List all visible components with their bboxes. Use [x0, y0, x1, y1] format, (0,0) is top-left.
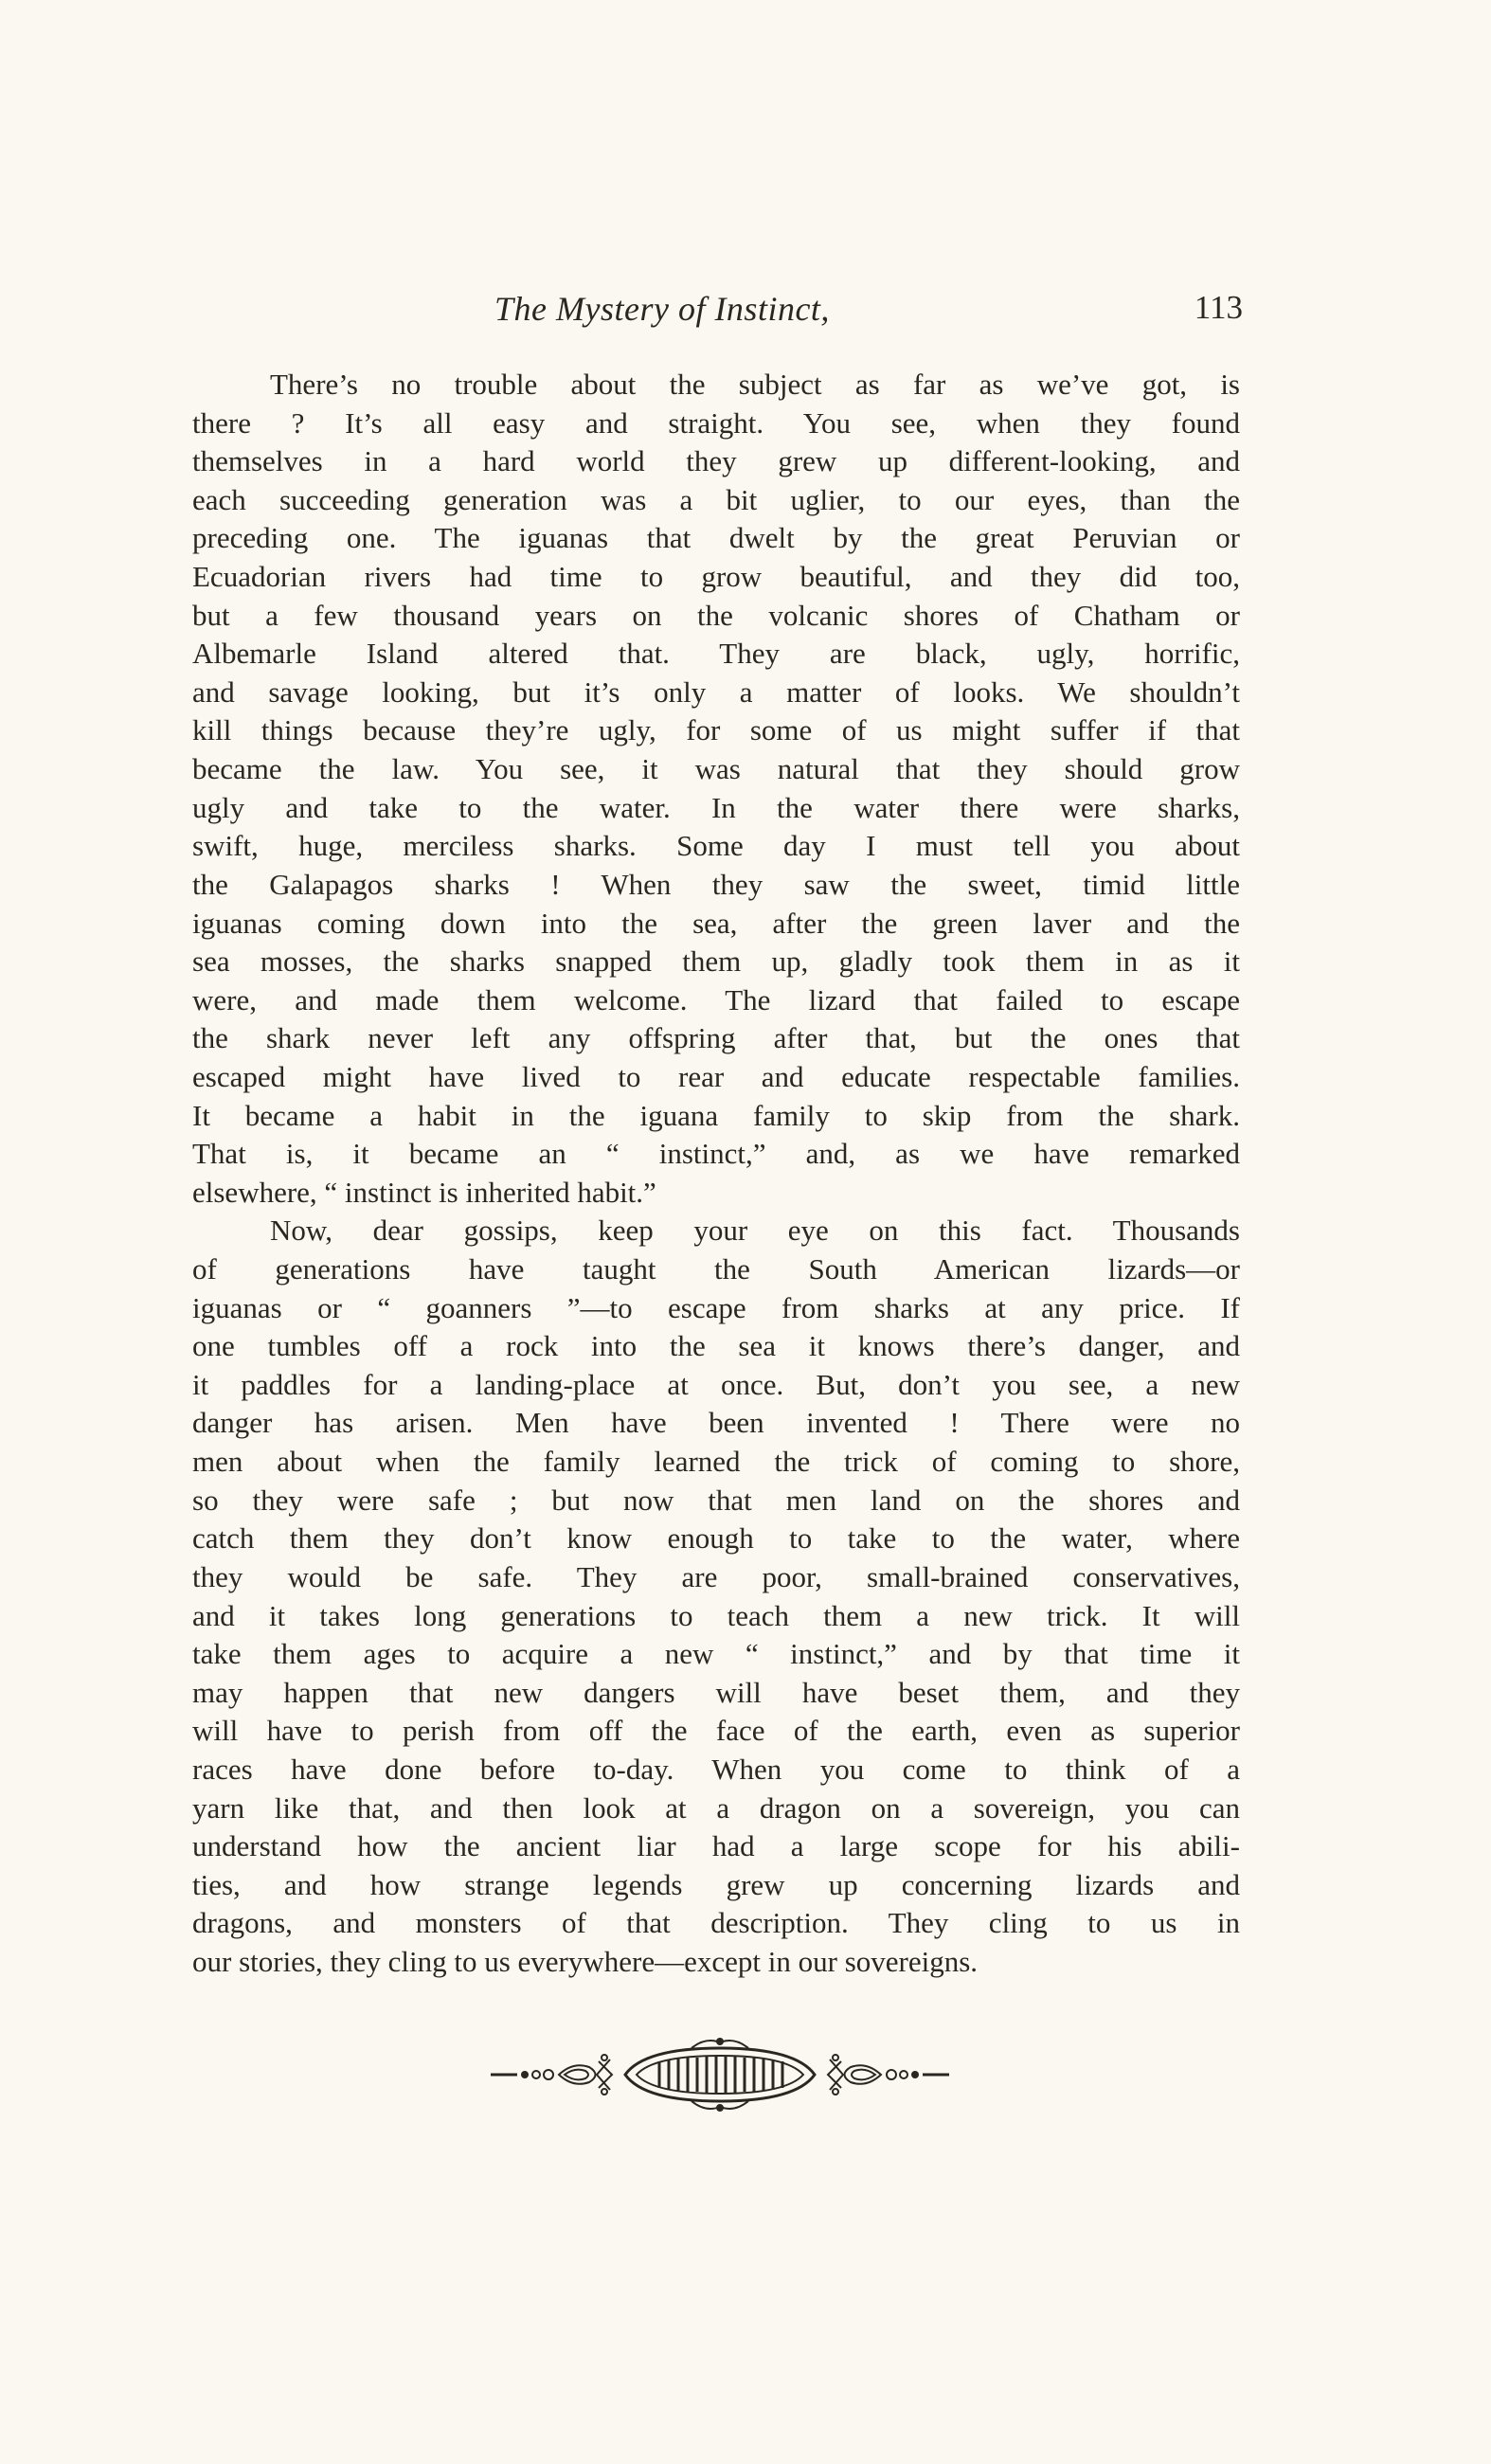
text-line: dragons, and monsters of that description. They cling to us in: [192, 1906, 1240, 1940]
tailpiece-ornament-icon: [483, 2037, 957, 2113]
text-line: of generations have taught the South American lizards—or: [192, 1252, 1240, 1286]
text-line: elsewhere, “ instinct is inherited habit.”: [192, 1175, 656, 1209]
page-number: 113: [1194, 289, 1243, 326]
text-line: themselves in a hard world they grew up different-looking, and: [192, 444, 1240, 478]
text-line: it paddles for a landing-place at once. But, don’t you see, a new: [192, 1367, 1240, 1401]
text-line: races have done before to-day. When you come to think of a: [192, 1752, 1240, 1786]
text-line: ties, and how strange legends grew up concerning lizards and: [192, 1867, 1240, 1901]
text-line: It became a habit in the iguana family to skip from the shark.: [192, 1098, 1240, 1132]
text-line: There’s no trouble about the subject as far as we’ve got, is: [270, 368, 1240, 401]
text-line: will have to perish from off the face of the earth, even as superior: [192, 1714, 1240, 1748]
text-line: one tumbles off a rock into the sea it knows there’s danger, and: [192, 1329, 1240, 1363]
text-line: swift, huge, merciless sharks. Some day I must tell you about: [192, 829, 1240, 863]
text-line: ugly and take to the water. In the water there were sharks,: [192, 790, 1240, 824]
text-line: each succeeding generation was a bit uglier, to our eyes, than the: [192, 482, 1240, 516]
text-line: Now, dear gossips, keep your eye on this fact. Thousands: [270, 1214, 1240, 1248]
running-head: [189, 289, 1243, 336]
text-line: iguanas coming down into the sea, after the green laver and the: [192, 906, 1240, 940]
text-line: and it takes long generations to teach them a new trick. It will: [192, 1598, 1240, 1632]
text-line: but a few thousand years on the volcanic shores of Chatham or: [192, 598, 1240, 632]
text-line: understand how the ancient liar had a large scope for his abili-: [192, 1829, 1240, 1863]
text-line: became the law. You see, it was natural that they should grow: [192, 752, 1240, 786]
text-line: our stories, they cling to us everywhere—except in our sovereigns.: [192, 1944, 979, 1978]
body-text: [192, 366, 1240, 1982]
text-line: danger has arisen. Men have been invented ! There were no: [192, 1406, 1240, 1440]
text-line: preceding one. The iguanas that dwelt by the great Peruvian or: [192, 521, 1240, 555]
text-line: so they were safe ; but now that men land on the shores and: [192, 1483, 1240, 1517]
text-line: kill things because they’re ugly, for some of us might suffer if that: [192, 713, 1240, 747]
text-line: there ? It’s all easy and straight. You see, when they found: [192, 405, 1240, 440]
text-line: may happen that new dangers will have beset them, and they: [192, 1675, 1240, 1709]
text-line: yarn like that, and then look at a dragon on a sovereign, you can: [192, 1790, 1240, 1825]
text-line: That is, it became an “ instinct,” and, as we have remarked: [192, 1137, 1240, 1171]
text-line: were, and made them welcome. The lizard that failed to escape: [192, 982, 1240, 1016]
text-line: escaped might have lived to rear and educate respectable families.: [192, 1059, 1240, 1093]
text-line: iguanas or “ goanners ”—to escape from sharks at any price. If: [192, 1290, 1240, 1324]
text-line: catch them they don’t know enough to take to the water, where: [192, 1521, 1240, 1556]
text-line: they would be safe. They are poor, small-brained conservatives,: [192, 1559, 1240, 1593]
text-line: Ecuadorian rivers had time to grow beautiful, and they did too,: [192, 560, 1240, 594]
text-line: sea mosses, the sharks snapped them up, gladly took them in as it: [192, 944, 1240, 979]
text-line: take them ages to acquire a new “ instinct,” and by that time it: [192, 1637, 1240, 1671]
text-line: men about when the family learned the trick of coming to shore,: [192, 1445, 1240, 1479]
text-line: Albemarle Island altered that. They are black, ugly, horrific,: [192, 637, 1240, 671]
running-head-title: The Mystery of Instinct,: [494, 290, 830, 328]
text-line: the shark never left any offspring after that, but the ones that: [192, 1021, 1240, 1055]
text-line: and savage looking, but it’s only a matter of looks. We shouldn’t: [192, 674, 1240, 709]
text-line: the Galapagos sharks ! When they saw the sweet, timid little: [192, 867, 1240, 901]
